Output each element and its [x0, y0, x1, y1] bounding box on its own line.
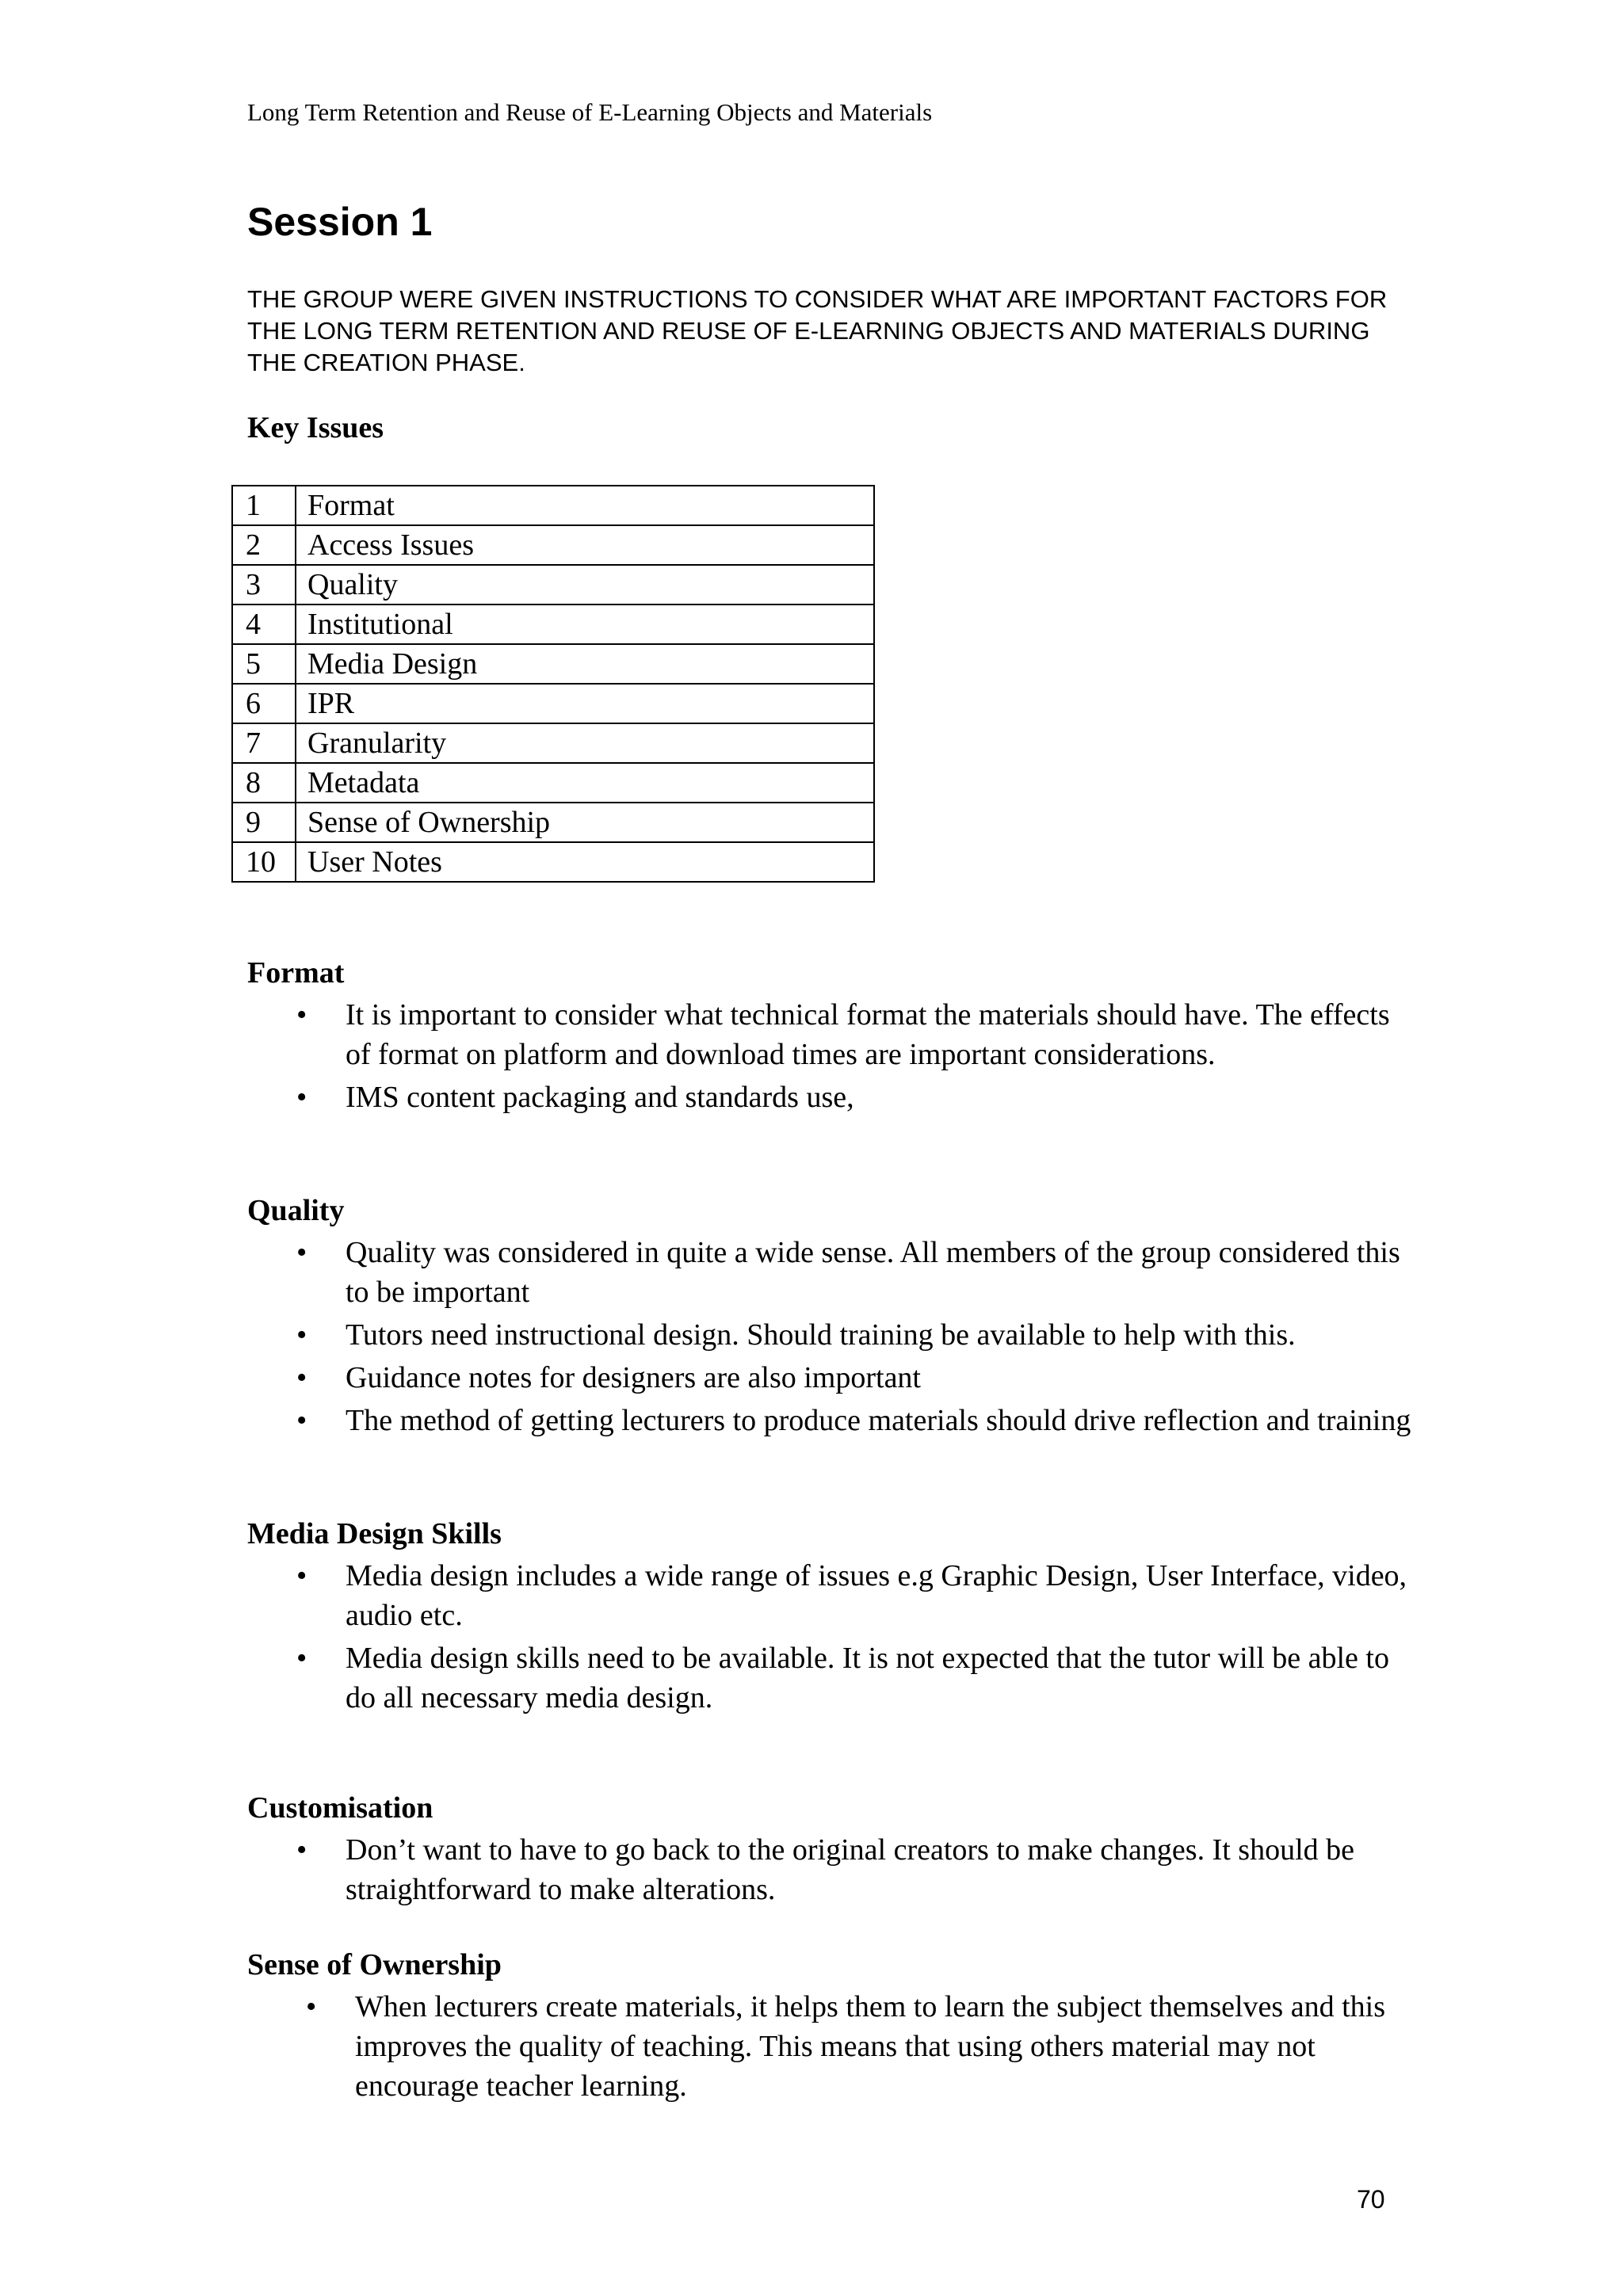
- row-number: 10: [232, 842, 296, 882]
- row-label: Format: [296, 486, 874, 525]
- list-item: [296, 995, 1420, 1074]
- list-item-text: The method of getting lecturers to produce materials should drive reflection and training: [346, 1404, 1411, 1437]
- row-number: 9: [232, 803, 296, 842]
- quality-section: [247, 1192, 1420, 1444]
- row-label: Media Design: [296, 644, 874, 684]
- customisation-section: [247, 1789, 1420, 1913]
- table-row: [232, 842, 874, 882]
- row-number: 3: [232, 565, 296, 605]
- list-item-text: Guidance notes for designers are also important: [346, 1361, 921, 1394]
- list-item: [296, 1358, 1420, 1398]
- list-item: [306, 1987, 1420, 2106]
- row-number: 4: [232, 605, 296, 644]
- quality-bullet-list: [247, 1233, 1420, 1440]
- key-issues-table: [231, 485, 875, 883]
- media-design-heading: Media Design Skills: [247, 1517, 502, 1550]
- bullet-icon: •: [296, 1642, 307, 1675]
- list-item-text: IMS content packaging and standards use,: [346, 1081, 854, 1114]
- list-item-text: Media design includes a wide range of issues e.g Graphic Design, User Interface, video, audio etc.: [346, 1559, 1407, 1632]
- row-label: Metadata: [296, 763, 874, 803]
- list-item-text: Tutors need instructional design. Should training be available to help with this.: [346, 1318, 1296, 1352]
- bullet-icon: •: [296, 998, 307, 1032]
- ownership-bullet-list: [247, 1987, 1420, 2106]
- list-item: [296, 1638, 1420, 1718]
- row-number: 7: [232, 723, 296, 763]
- bullet-icon: •: [296, 1081, 307, 1114]
- table-row: [232, 486, 874, 525]
- bullet-icon: •: [306, 1990, 317, 2023]
- customisation-heading: Customisation: [247, 1791, 433, 1825]
- bullet-icon: •: [296, 1404, 307, 1437]
- row-label: Sense of Ownership: [296, 803, 874, 842]
- bullet-icon: •: [296, 1559, 307, 1592]
- format-heading: Format: [247, 956, 345, 990]
- bullet-icon: •: [296, 1236, 307, 1269]
- table-row: [232, 644, 874, 684]
- row-label: IPR: [296, 684, 874, 723]
- list-item: [296, 1401, 1420, 1440]
- ownership-heading: Sense of Ownership: [247, 1948, 502, 1981]
- list-item-text: Media design skills need to be available. It is not expected that the tutor will be able to do all necessary media design.: [346, 1642, 1389, 1714]
- row-number: 8: [232, 763, 296, 803]
- format-bullet-list: [247, 995, 1420, 1117]
- session-title: Session 1: [247, 200, 433, 244]
- key-issues-heading: Key Issues: [247, 411, 384, 444]
- list-item-text: Quality was considered in quite a wide sense. All members of the group considered this to be important: [346, 1236, 1400, 1309]
- row-label: Granularity: [296, 723, 874, 763]
- session-instructions: THE GROUP WERE GIVEN INSTRUCTIONS TO CONSIDER WHAT ARE IMPORTANT FACTORS FOR THE LONG TERM RETENTION AND REUSE OF E-LEARNING OBJECTS AND MATERIALS DURING THE CREATION PHASE.: [247, 285, 1388, 376]
- table-row: [232, 525, 874, 565]
- bullet-icon: •: [296, 1833, 307, 1867]
- list-item: [296, 1315, 1420, 1355]
- row-number: 6: [232, 684, 296, 723]
- row-label: Quality: [296, 565, 874, 605]
- table-row: [232, 763, 874, 803]
- media-design-bullet-list: [247, 1556, 1420, 1718]
- format-section: [247, 954, 1420, 1120]
- bullet-icon: •: [296, 1318, 307, 1352]
- customisation-bullet-list: [247, 1830, 1420, 1909]
- page-number: 70: [1357, 2185, 1385, 2214]
- list-item: [296, 1830, 1420, 1909]
- table-row: [232, 684, 874, 723]
- list-item-text: When lecturers create materials, it helps them to learn the subject themselves and this improves the quality of teaching. This means that using others material may not encourage teacher learning.: [355, 1990, 1385, 2103]
- row-label: User Notes: [296, 842, 874, 882]
- row-number: 1: [232, 486, 296, 525]
- row-number: 2: [232, 525, 296, 565]
- quality-heading: Quality: [247, 1194, 345, 1227]
- ownership-section: [247, 1946, 1420, 2109]
- running-header: Long Term Retention and Reuse of E-Learning Objects and Materials: [247, 98, 933, 126]
- row-label: Institutional: [296, 605, 874, 644]
- table-row: [232, 803, 874, 842]
- row-label: Access Issues: [296, 525, 874, 565]
- row-number: 5: [232, 644, 296, 684]
- table-row: [232, 565, 874, 605]
- list-item: [296, 1556, 1420, 1635]
- list-item: [296, 1077, 1420, 1117]
- table-row: [232, 605, 874, 644]
- bullet-icon: •: [296, 1361, 307, 1394]
- media-design-section: [247, 1515, 1420, 1721]
- table-row: [232, 723, 874, 763]
- list-item: [296, 1233, 1420, 1312]
- list-item-text: It is important to consider what technical format the materials should have. The effects of format on platform and download times are important considerations.: [346, 998, 1390, 1071]
- list-item-text: Don’t want to have to go back to the original creators to make changes. It should be straightforward to make alterations.: [346, 1833, 1354, 1906]
